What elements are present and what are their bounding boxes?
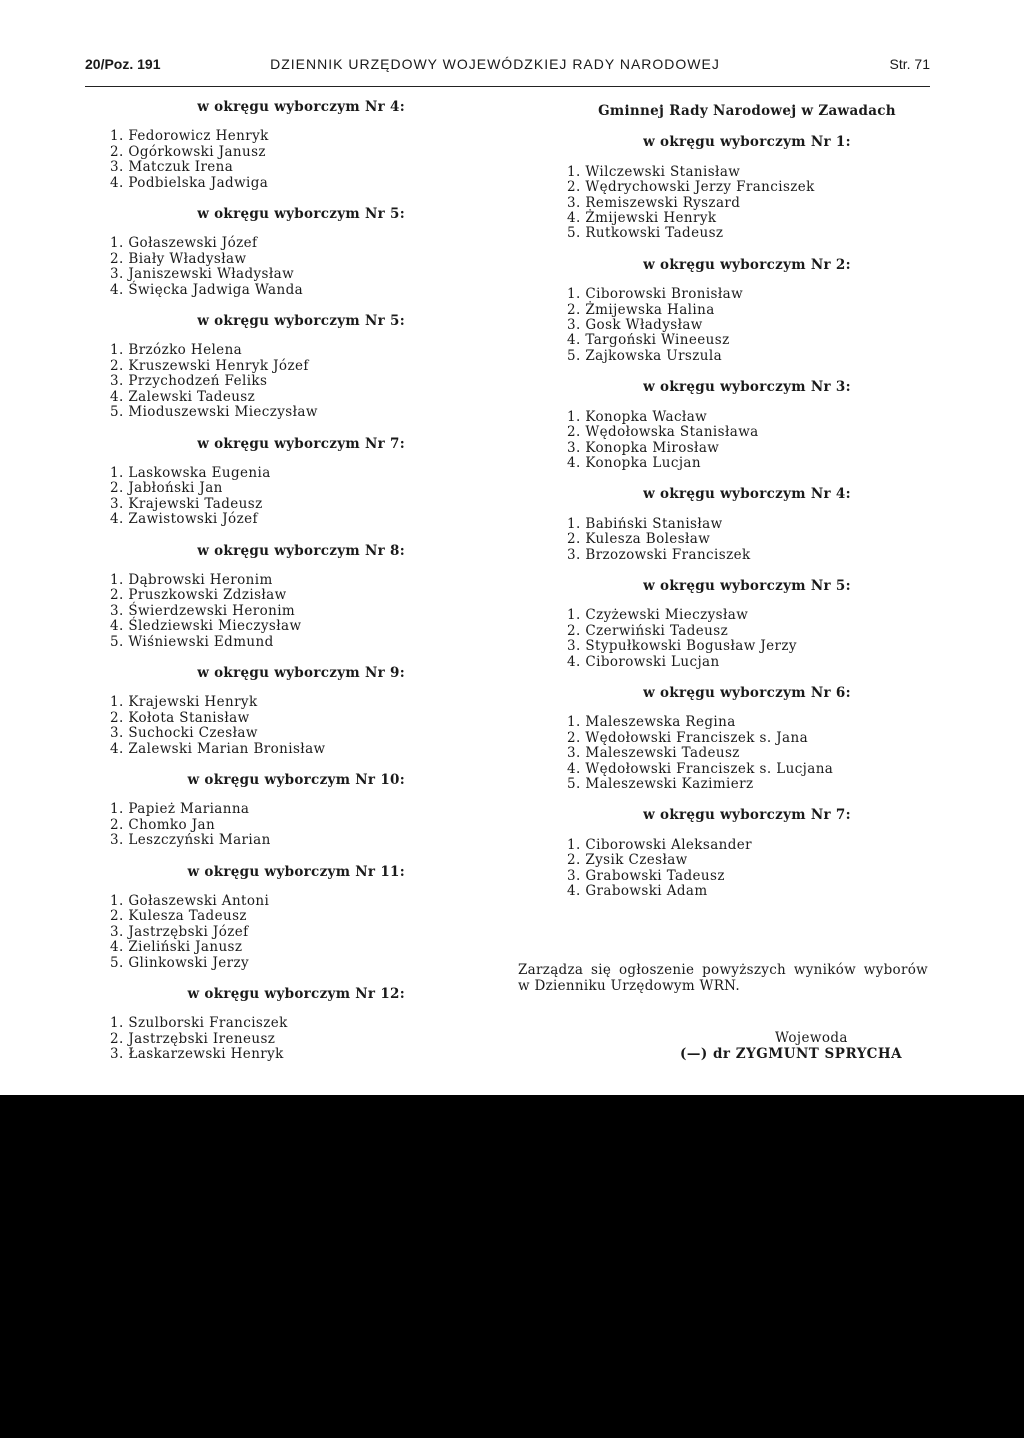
candidate-name: 3. Konopka Mirosław [567,439,720,456]
candidate-name: 3. Łaskarzewski Henryk [110,1046,284,1063]
candidate-name: 2. Jabłoński Jan [110,480,223,497]
closing-paragraph: Zarządza się ogłoszenie powyższych wyników wyborów w Dzienniku Urzędowym WRN. [518,962,928,994]
candidate-name: 2. Kruszewski Henryk Józef [110,357,309,374]
issue-number: 20/Poz. 191 [85,56,161,72]
candidate-name: 4. Konopka Lucjan [567,454,701,471]
district-heading: w okręgu wyborczym Nr 9: [197,664,405,681]
candidate-name: 4. Zalewski Marian Bronisław [110,740,326,757]
candidate-name: 2. Kulesza Bolesław [567,531,711,548]
candidate-name: 1. Gołaszewski Antoni [110,893,270,910]
candidate-list [567,715,927,792]
district-heading: w okręgu wyborczym Nr 12: [187,986,405,1003]
district-heading: w okręgu wyborczym Nr 1: [643,134,851,151]
candidate-name: 4. Zieliński Janusz [110,939,243,956]
candidate-name: 2. Żmijewska Halina [567,301,715,318]
candidate-name: 4. Grabowski Adam [567,883,708,900]
district-heading: w okręgu wyborczym Nr 10: [187,772,405,788]
candidate-name: 3. Suchocki Czesław [110,725,258,742]
district-heading: w okręgu wyborczym Nr 5: [197,206,405,223]
district-heading: w okręgu wyborczym Nr 6: [643,684,851,701]
candidate-name: 4. Ciborowski Lucjan [567,653,720,670]
candidate-name: 4. Podbielska Jadwiga [110,174,269,191]
candidate-name: 2. Wędołowska Stanisława [567,424,759,441]
candidate-name: 1. Ciborowski Aleksander [567,836,753,853]
candidate-name: 4. Żmijewski Henryk [567,210,717,227]
candidate-list [110,343,440,420]
district-heading: w okręgu wyborczym Nr 5: [643,577,851,594]
candidate-name: 1. Brzózko Helena [110,342,243,359]
candidate-name: 3. Matczuk Irena [110,159,234,176]
candidate-list [110,129,440,191]
candidate-name: 2. Ogórkowski Janusz [110,143,266,160]
candidate-name: 3. Jastrzębski Józef [110,923,249,940]
district-heading: w okręgu wyborczym Nr 11: [187,863,405,880]
candidate-name: 1. Krajewski Henryk [110,694,258,711]
candidate-name: 4. Święcka Jadwiga Wanda [110,281,304,298]
candidate-name: 2. Biały Władysław [110,250,247,267]
candidate-name: 4. Wędołowski Franciszek s. Lucjana [567,760,834,777]
candidate-list [110,1016,440,1062]
candidate-name: 5. Rutkowski Tadeusz [567,225,724,242]
candidate-name: 4. Zalewski Tadeusz [110,388,256,405]
candidate-name: 1. Konopka Wacław [567,408,708,425]
district-heading: w okręgu wyborczym Nr 7: [643,807,851,824]
candidate-list [567,517,927,563]
candidate-list [567,608,927,670]
signature-name: (—) dr ZYGMUNT SPRYCHA [680,1046,903,1062]
page-number: Str. 71 [889,56,930,72]
candidate-name: 2. Pruszkowski Zdzisław [110,587,287,604]
candidate-name: 2. Chomko Jan [110,816,216,833]
candidate-name: 1. Dąbrowski Heronim [110,571,273,588]
candidate-list [110,466,440,528]
candidate-name: 2. Czerwiński Tadeusz [567,622,729,639]
candidate-name: 1. Fedorowicz Henryk [110,128,269,145]
candidate-name: 2. Zysik Czesław [567,852,688,869]
candidate-name: 3. Krajewski Tadeusz [110,495,263,512]
page-header [85,56,930,87]
candidate-name: 4. Zawistowski Józef [110,511,258,528]
candidate-name: 3. Brzozowski Franciszek [567,546,751,563]
signature-role: Wojewoda [775,1030,848,1046]
right-column [567,98,927,899]
candidate-list [567,410,927,472]
candidate-name: 1. Czyżewski Mieczysław [567,607,749,624]
candidate-name: 5. Maleszewski Kazimierz [567,776,754,792]
candidate-list [110,236,440,298]
candidate-name: 5. Zajkowska Urszula [567,347,723,364]
candidate-name: 5. Mioduszewski Mieczysław [110,404,318,421]
candidate-name: 3. Janiszewski Władysław [110,266,295,283]
candidate-name: 3. Gosk Władysław [567,317,703,334]
district-heading: w okręgu wyborczym Nr 7: [197,435,405,452]
candidate-name: 1. Laskowska Eugenia [110,464,271,481]
candidate-list [567,838,927,900]
district-heading: w okręgu wyborczym Nr 3: [643,379,851,396]
candidate-name: 1. Gołaszewski Józef [110,235,258,252]
candidate-name: 3. Przychodzeń Feliks [110,373,268,390]
candidate-list [567,287,927,364]
candidate-name: 4. Targoński Wineeusz [567,332,730,349]
candidate-name: 3. Świerdzewski Heronim [110,602,296,619]
candidate-name: 2. Wędrychowski Jerzy Franciszek [567,179,815,196]
signature-block [680,1030,940,1062]
district-heading: w okręgu wyborczym Nr 4: [643,486,851,503]
candidate-name: 3. Remiszewski Ryszard [567,194,741,211]
journal-title: DZIENNIK URZĘDOWY WOJEWÓDZKIEJ RADY NARODOWEJ [270,56,720,72]
candidate-name: 1. Maleszewska Regina [567,714,736,731]
candidate-name: 5. Wiśniewski Edmund [110,633,274,650]
candidate-name: 2. Jastrzębski Ireneusz [110,1030,276,1047]
candidate-name: 1. Babiński Stanisław [567,515,723,532]
candidate-list [110,894,440,971]
candidate-name: 3. Stypułkowski Bogusław Jerzy [567,638,797,655]
left-column [110,98,440,1063]
candidate-name: 3. Leszczyński Marian [110,832,271,849]
candidate-name: 1. Wilczewski Stanisław [567,163,741,180]
candidate-list [110,695,440,757]
candidate-name: 1. Szulborski Franciszek [110,1015,288,1032]
candidate-name: 4. Śledziewski Mieczysław [110,618,302,635]
district-heading: w okręgu wyborczym Nr 4: [197,99,405,115]
district-heading: w okręgu wyborczym Nr 8: [197,542,405,559]
candidate-list [110,573,440,650]
candidate-name: 3. Grabowski Tadeusz [567,867,725,884]
candidate-name: 2. Kulesza Tadeusz [110,908,247,925]
candidate-name: 5. Glinkowski Jerzy [110,954,250,971]
candidate-name: 3. Maleszewski Tadeusz [567,745,740,762]
candidate-name: 1. Ciborowski Bronisław [567,286,744,303]
council-title: Gminnej Rady Narodowej w Zawadach [598,103,896,119]
candidate-name: 2. Wędołowski Franciszek s. Jana [567,729,809,746]
candidate-list [567,165,927,242]
district-heading: w okręgu wyborczym Nr 5: [197,313,405,330]
candidate-name: 1. Papież Marianna [110,801,250,818]
candidate-name: 2. Kołota Stanisław [110,709,250,726]
candidate-list [110,802,440,848]
district-heading: w okręgu wyborczym Nr 2: [643,256,851,273]
